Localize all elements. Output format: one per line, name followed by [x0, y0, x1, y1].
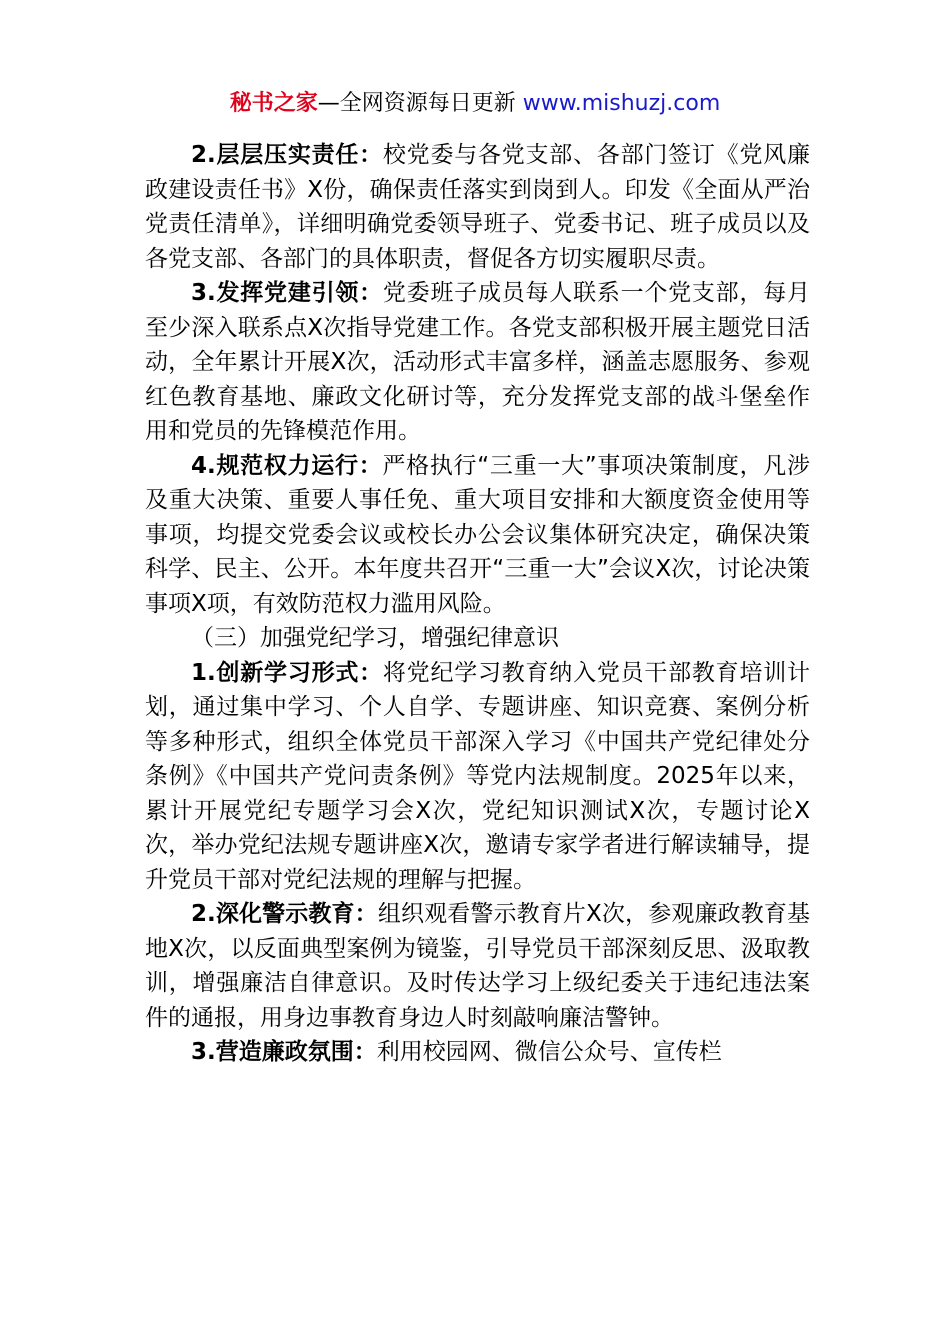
paragraph-text: 利用校园网、微信公众号、宣传栏 — [376, 1039, 722, 1065]
paragraph-lead: 4.规范权力运行： — [191, 452, 383, 479]
paragraph-text: 组织观看警示教育片X次，参观廉政教育基地X次，以反面典型案例为镜鉴，引导党员干部深刻反思、汲取教训，增强廉洁自律意识。及时传达学习上级纪委关于违纪违法案件的通报，用身边事教育身边人时刻敲响廉洁警钟。 — [145, 901, 810, 1031]
paragraph-lead: 1.创新学习形式： — [191, 659, 383, 686]
paragraph-responsibility — [145, 138, 810, 276]
site-brand: 秘书之家 — [229, 91, 318, 116]
paragraph-lead: 2.深化警示教育： — [191, 901, 378, 927]
paragraph-learning-forms — [145, 656, 810, 898]
section-heading-text: （三）加强党纪学习，增强纪律意识 — [191, 625, 559, 651]
paragraph-party-building — [145, 276, 810, 449]
document-body — [145, 138, 810, 1070]
paragraph-warning-education — [145, 897, 810, 1035]
site-header — [0, 89, 950, 119]
site-tagline: —全网资源每日更新 — [317, 91, 523, 116]
section-heading — [145, 621, 810, 656]
paragraph-lead: 3.营造廉政氛围： — [191, 1039, 377, 1065]
paragraph-integrity-atmosphere — [145, 1035, 810, 1070]
site-url[interactable]: www.mishuzj.com — [522, 91, 721, 116]
paragraph-lead: 2.层层压实责任： — [191, 142, 383, 168]
paragraph-text: 将党纪学习教育纳入党员干部教育培训计划，通过集中学习、个人自学、专题讲座、知识竞赛、案例分析等多种形式，组织全体党员干部深入学习《中国共产党纪律处分条例》《中国共产党问责条例》等党内法规制度。2025年以来，累计开展党纪专题学习会X次，党纪知识测试X次，专题讨论X次，举办党纪法规专题讲座X次，邀请专家学者进行解读辅导，提升党员干部对党纪法规的理解与把握。 — [145, 659, 810, 893]
paragraph-power-operation — [145, 449, 810, 622]
paragraph-text: 校党委与各党支部、各部门签订《党风廉政建设责任书》X份，确保责任落实到岗到人。印发《全面从严治党责任清单》，详细明确党委领导班子、党委书记、班子成员以及各党支部、各部门的具体职责，督促各方切实履职尽责。 — [145, 142, 810, 272]
paragraph-text: 严格执行“三重一大”事项决策制度，凡涉及重大决策、重要人事任免、重大项目安排和大额度资金使用等事项，均提交党委会议或校长办公会议集体研究决定，确保决策科学、民主、公开。本年度共召开“三重一大”会议X次，讨论决策事项X项，有效防范权力滥用风险。 — [145, 452, 810, 617]
paragraph-lead: 3.发挥党建引领： — [191, 280, 383, 306]
paragraph-text: 党委班子成员每人联系一个党支部，每月至少深入联系点X次指导党建工作。各党支部积极开展主题党日活动，全年累计开展X次，活动形式丰富多样，涵盖志愿服务、参观红色教育基地、廉政文化研讨等，充分发挥党支部的战斗堡垒作用和党员的先锋模范作用。 — [145, 280, 810, 444]
